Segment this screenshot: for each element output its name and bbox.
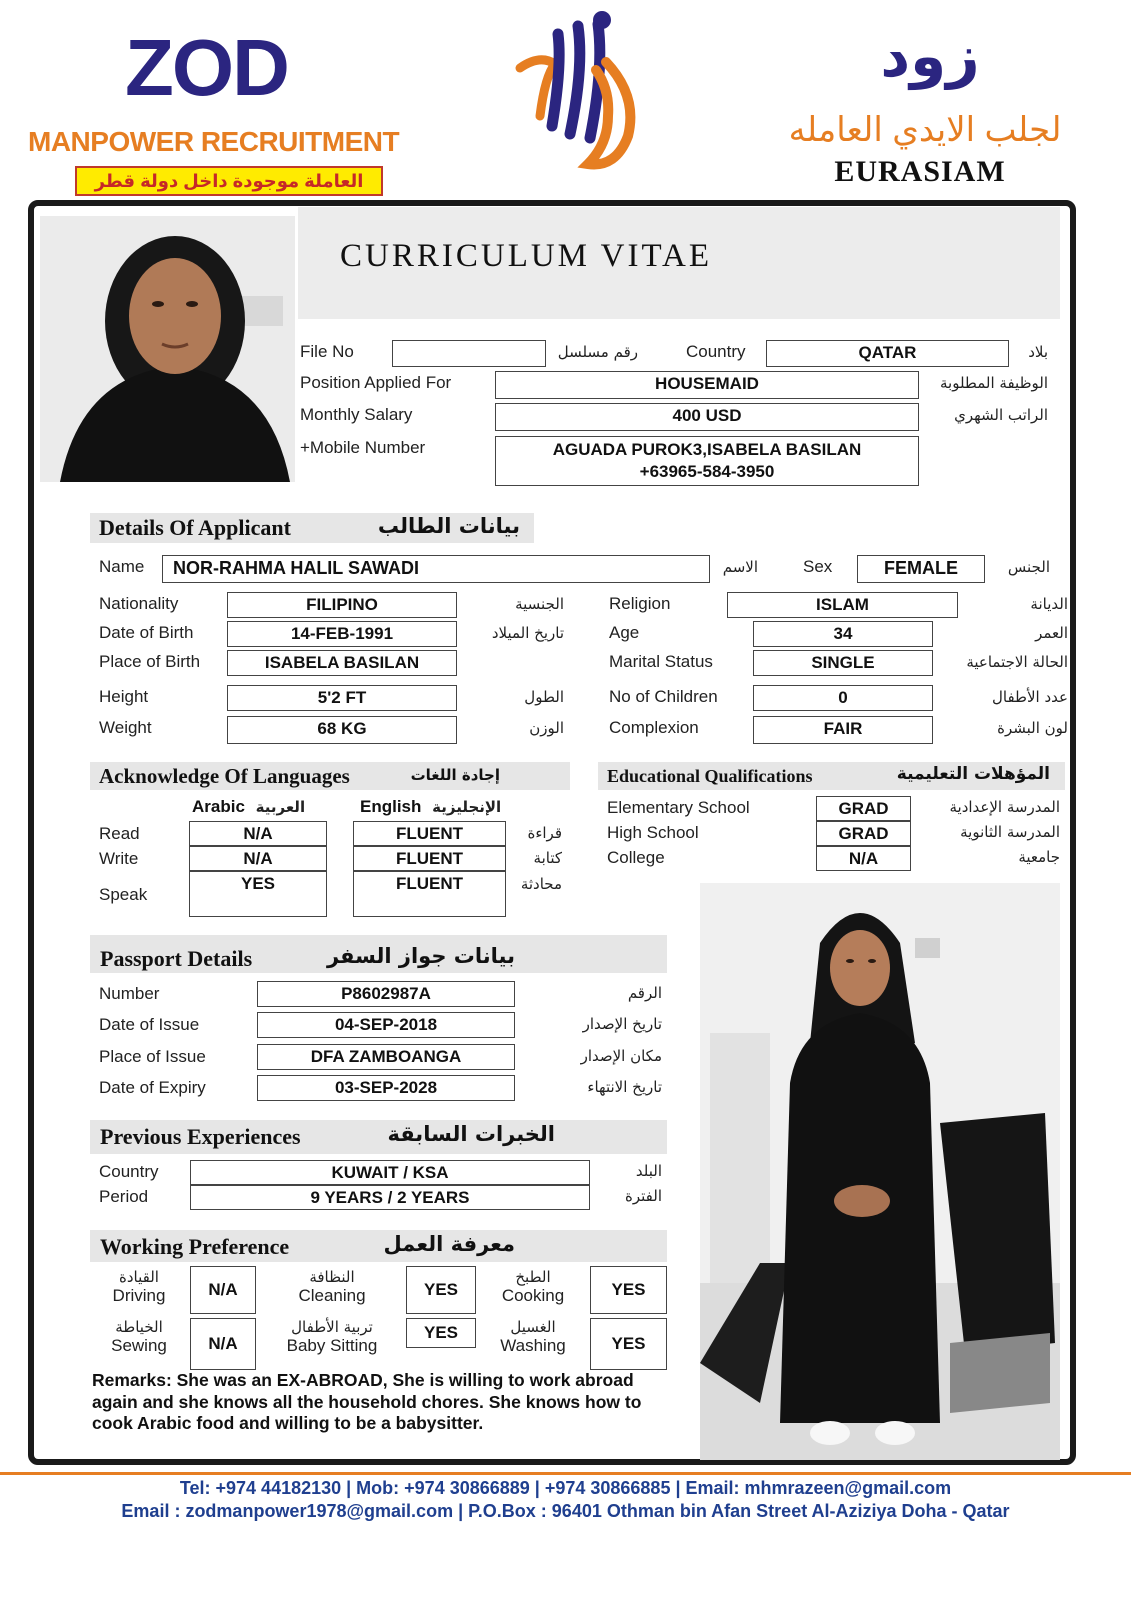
passport-section-title: Passport Details xyxy=(100,946,253,971)
cooking-label-group xyxy=(486,1268,580,1306)
driving-label-ar: القيادة xyxy=(119,1268,159,1286)
arabic-column-header xyxy=(192,797,305,817)
children-label: No of Children xyxy=(609,687,718,706)
applicant-section-title-ar: بيانات الطالب xyxy=(377,514,520,538)
applicant-full-body-photo xyxy=(700,883,1060,1460)
expiry-date-field: 03-SEP-2028 xyxy=(257,1075,515,1101)
pob-label: Place of Birth xyxy=(99,652,201,671)
name-label-ar: الاسم xyxy=(722,558,758,576)
experience-section-title-ar: الخبرات السابقة xyxy=(387,1122,555,1146)
cleaning-label: Cleaning xyxy=(298,1286,366,1305)
speak-arabic-field: YES xyxy=(189,871,327,917)
weight-label: Weight xyxy=(99,718,152,737)
nationality-label: Nationality xyxy=(99,594,179,613)
salary-field: 400 USD xyxy=(495,403,919,431)
read-english-field: FLUENT xyxy=(353,821,506,846)
arabic-column-label-ar: العربية xyxy=(255,798,306,816)
issue-date-label-ar: تاريخ الإصدار xyxy=(582,1015,662,1033)
high-school-label: High School xyxy=(607,823,699,842)
baby-sitting-label: Baby Sitting xyxy=(286,1336,378,1355)
file-no-label: File No xyxy=(300,342,354,361)
baby-sitting-field: YES xyxy=(406,1318,476,1348)
nationality-label-ar: الجنسية xyxy=(515,595,564,613)
languages-section-title: Acknowledge Of Languages xyxy=(99,764,350,788)
sewing-field: N/A xyxy=(190,1318,256,1370)
country-field: QATAR xyxy=(766,340,1009,367)
children-label-ar: عدد الأطفال xyxy=(992,688,1068,706)
college-label-ar: جامعية xyxy=(1018,848,1060,866)
nationality-field: FILIPINO xyxy=(227,592,457,618)
salary-label: Monthly Salary xyxy=(300,405,413,424)
mobile-number: +63965-584-3950 xyxy=(639,462,775,481)
dob-label: Date of Birth xyxy=(99,623,194,642)
speak-label-ar: محادثة xyxy=(520,875,562,893)
exp-country-field: KUWAIT / KSA xyxy=(190,1160,590,1185)
position-field: HOUSEMAID xyxy=(495,371,919,399)
religion-label-ar: الديانة xyxy=(1030,595,1068,613)
position-label: Position Applied For xyxy=(300,373,452,392)
preference-section-title-ar: معرفة العمل xyxy=(383,1232,515,1256)
education-section-title-ar: المؤهلات التعليمية xyxy=(896,764,1050,784)
write-label-ar: كتابة xyxy=(533,849,562,867)
baby-sitting-label-ar: تربية الأطفال xyxy=(291,1318,373,1336)
preference-section-title: Working Preference xyxy=(100,1234,290,1259)
english-column-label: English xyxy=(360,797,422,816)
height-field: 5'2 FT xyxy=(227,685,457,711)
brand-eurasia: EURASIAM xyxy=(834,155,1006,188)
marital-status-field: SINGLE xyxy=(753,650,933,676)
footer-divider xyxy=(0,1472,1131,1475)
company-logo-icon xyxy=(510,6,660,181)
footer-contact-line: Tel: +974 44182130 | Mob: +974 30866889 | +974 30866885 | Email: mhmrazeen@gmail.com xyxy=(179,1478,952,1498)
speak-english-field: FLUENT xyxy=(353,871,506,917)
read-arabic-field: N/A xyxy=(189,821,327,846)
issue-date-label: Date of Issue xyxy=(99,1015,200,1034)
sewing-label: Sewing xyxy=(111,1336,167,1355)
passport-section-title-ar: بيانات جواز السفر xyxy=(326,944,515,968)
english-column-header xyxy=(360,797,501,817)
brand-arabic-name: زود xyxy=(880,22,980,90)
issue-date-field: 04-SEP-2018 xyxy=(257,1012,515,1038)
complexion-label: Complexion xyxy=(609,718,699,737)
sewing-label-ar: الخياطة xyxy=(115,1318,163,1336)
religion-label: Religion xyxy=(609,594,671,613)
brand-subtitle: MANPOWER RECRUITMENT xyxy=(28,126,400,157)
file-no-label-ar: رقم مسلسل xyxy=(557,343,638,361)
exp-period-label: Period xyxy=(99,1187,149,1206)
issue-place-label-ar: مكان الإصدار xyxy=(580,1047,662,1065)
salary-label-ar: الراتب الشهري xyxy=(954,406,1048,424)
driving-label-group xyxy=(94,1268,184,1306)
cooking-label: Cooking xyxy=(501,1286,565,1305)
dob-label-ar: تاريخ الميلاد xyxy=(491,624,564,642)
passport-number-label-ar: الرقم xyxy=(627,984,662,1002)
languages-section-title-ar: إجادة اللغات xyxy=(410,766,500,784)
mobile-field xyxy=(495,436,919,486)
exp-period-field: 9 YEARS / 2 YEARS xyxy=(190,1185,590,1210)
dob-field: 14-FEB-1991 xyxy=(227,621,457,647)
driving-label: Driving xyxy=(112,1286,166,1305)
applicant-section-title: Details Of Applicant xyxy=(99,515,291,540)
mobile-address: AGUADA PUROK3,ISABELA BASILAN xyxy=(552,440,862,459)
elementary-label: Elementary School xyxy=(607,798,750,817)
availability-note: العاملة موجودة داخل دولة قطر xyxy=(75,166,383,196)
washing-label-ar: الغسيل xyxy=(510,1318,556,1336)
children-field: 0 xyxy=(753,685,933,711)
experience-section-title: Previous Experiences xyxy=(100,1124,301,1149)
brand-logo-text: ZOD xyxy=(125,23,288,112)
pob-field: ISABELA BASILAN xyxy=(227,650,457,676)
name-label: Name xyxy=(99,557,145,576)
issue-place-label: Place of Issue xyxy=(99,1047,206,1066)
complexion-label-ar: لون البشرة xyxy=(997,719,1068,737)
remarks-text: Remarks: She was an EX-ABROAD, She is willing to work abroad again and she knows all the household chores. She knows how to cook Arabic food and willing to be a babysitter. xyxy=(92,1370,642,1433)
weight-field: 68 KG xyxy=(227,716,457,744)
elementary-label-ar: المدرسة الإعدادية xyxy=(949,798,1060,816)
write-english-field: FLUENT xyxy=(353,846,506,871)
read-label-ar: قراءة xyxy=(527,824,562,842)
cooking-label-ar: الطبخ xyxy=(515,1268,551,1286)
write-label: Write xyxy=(99,849,139,868)
mobile-label: +Mobile Number xyxy=(300,438,426,457)
passport-number-field: P8602987A xyxy=(257,981,515,1007)
arabic-column-label: Arabic xyxy=(192,797,245,816)
read-label: Read xyxy=(99,824,140,843)
expiry-date-label: Date of Expiry xyxy=(99,1078,206,1097)
elementary-field: GRAD xyxy=(816,796,911,821)
english-column-label-ar: الإنجليزية xyxy=(432,798,502,816)
expiry-date-label-ar: تاريخ الانتهاء xyxy=(587,1078,662,1096)
education-section-title: Educational Qualifications xyxy=(607,766,813,786)
sex-label: Sex xyxy=(803,557,833,576)
passport-number-label: Number xyxy=(99,984,160,1003)
brand-arabic-subtitle: لجلب الايدي العامله xyxy=(788,111,1062,149)
age-label: Age xyxy=(609,623,640,642)
file-no-field xyxy=(392,340,546,367)
cv-title: CURRICULUM VITAE xyxy=(340,238,713,274)
exp-country-label-ar: البلد xyxy=(635,1162,662,1180)
washing-label: Washing xyxy=(500,1336,566,1355)
baby-sitting-label-group xyxy=(270,1318,394,1356)
country-label: Country xyxy=(686,342,746,361)
driving-field: N/A xyxy=(190,1266,256,1314)
exp-period-label-ar: الفترة xyxy=(625,1187,662,1205)
cleaning-field: YES xyxy=(406,1266,476,1314)
footer-address-line: Email : zodmanpower1978@gmail.com | P.O.Box : 96401 Othman bin Afan Street Al-Aziziya Doha - Qatar xyxy=(121,1501,1010,1521)
college-field: N/A xyxy=(816,846,911,871)
name-field: NOR-RAHMA HALIL SAWADI xyxy=(162,555,710,583)
religion-field: ISLAM xyxy=(727,592,958,618)
cleaning-label-group xyxy=(276,1268,388,1306)
country-label-ar: بلاد xyxy=(1028,343,1048,361)
age-field: 34 xyxy=(753,621,933,647)
position-label-ar: الوظيفة المطلوبة xyxy=(940,374,1048,392)
write-arabic-field: N/A xyxy=(189,846,327,871)
age-label-ar: العمر xyxy=(1035,624,1068,642)
marital-status-label: Marital Status xyxy=(609,652,713,671)
height-label-ar: الطول xyxy=(524,688,564,706)
cooking-field: YES xyxy=(590,1266,667,1314)
weight-label-ar: الوزن xyxy=(529,719,564,737)
sewing-label-group xyxy=(94,1318,184,1356)
cleaning-label-ar: النظافة xyxy=(309,1268,355,1286)
washing-label-group xyxy=(486,1318,580,1356)
college-label: College xyxy=(607,848,665,867)
exp-country-label: Country xyxy=(99,1162,159,1181)
applicant-portrait-photo xyxy=(40,216,295,482)
sex-field: FEMALE xyxy=(857,555,985,583)
issue-place-field: DFA ZAMBOANGA xyxy=(257,1044,515,1070)
high-school-label-ar: المدرسة الثانوية xyxy=(960,823,1060,841)
marital-status-label-ar: الحالة الاجتماعية xyxy=(966,653,1068,671)
washing-field: YES xyxy=(590,1318,667,1370)
speak-label: Speak xyxy=(99,885,148,904)
high-school-field: GRAD xyxy=(816,821,911,846)
height-label: Height xyxy=(99,687,149,706)
sex-label-ar: الجنس xyxy=(1007,558,1050,576)
complexion-field: FAIR xyxy=(753,716,933,744)
